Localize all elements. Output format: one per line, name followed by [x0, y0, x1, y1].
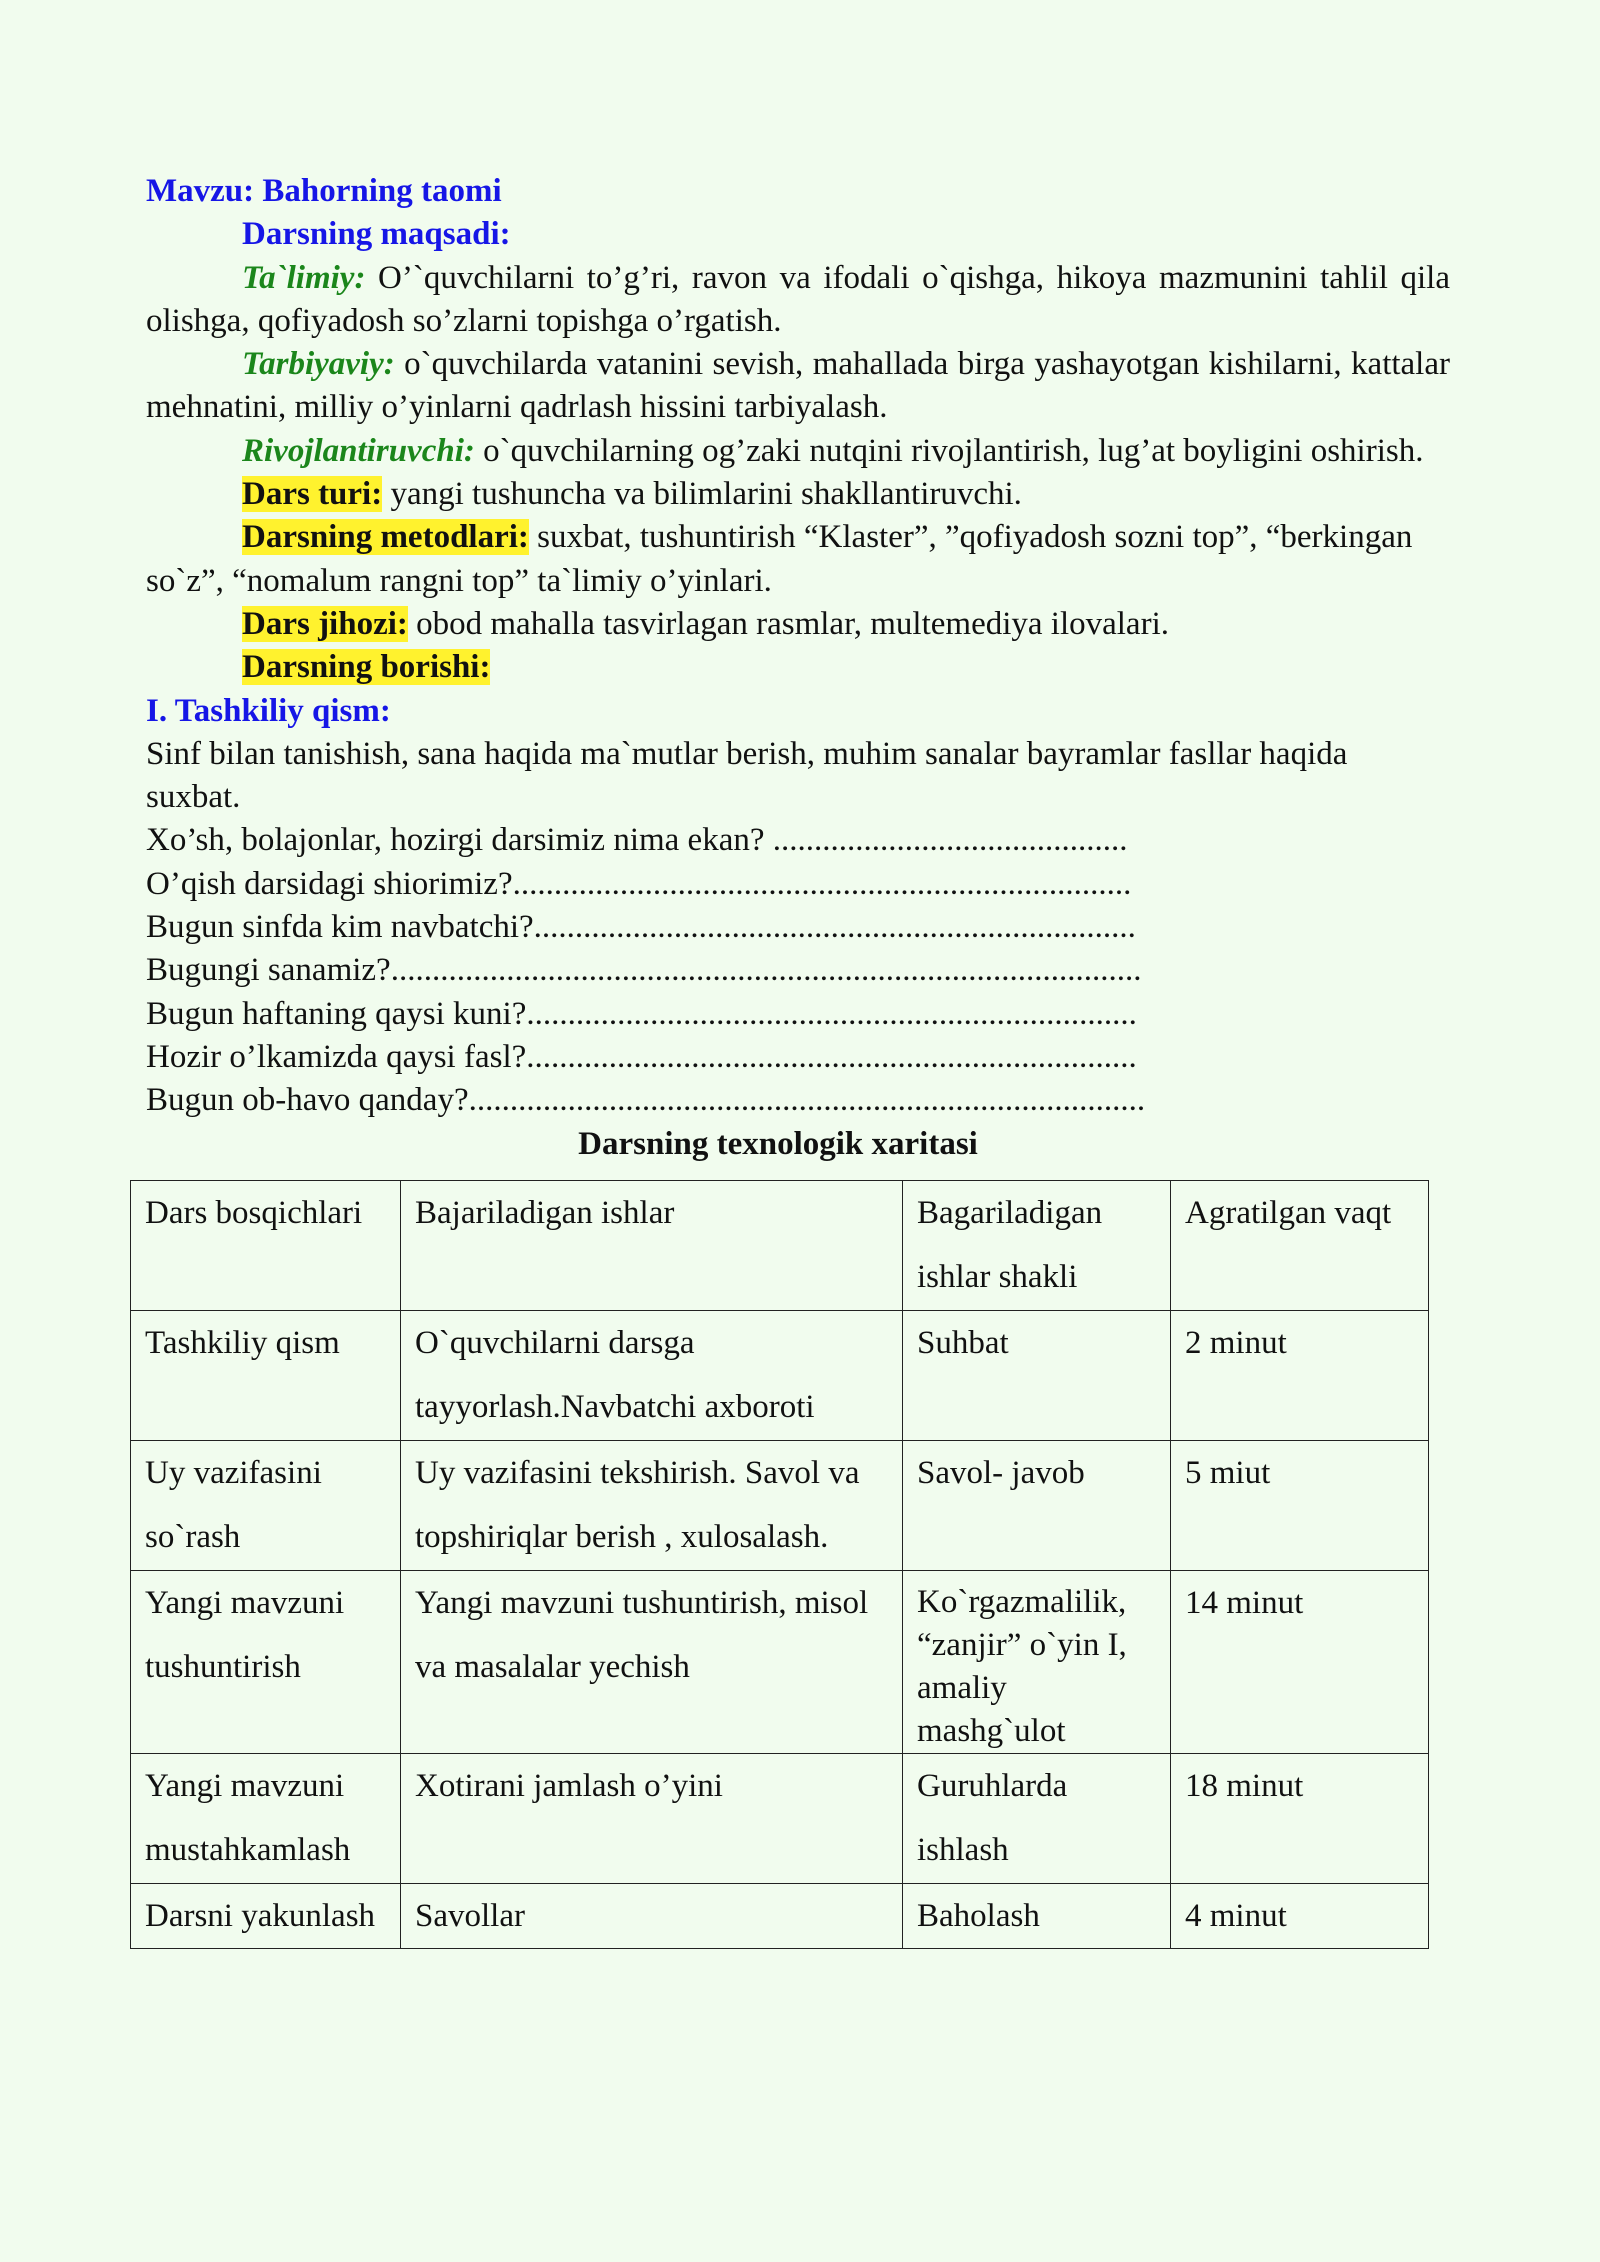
goal-label: Tarbiyaviy: [242, 346, 395, 383]
lesson-equipment-text: obod mahalla tasvirlagan rasmlar, multemediya ilovalari. [407, 605, 1169, 642]
table-cell: Ko`rgazmalilik, “zanjir” o`yin I, amaliy mashg`ulot [903, 1570, 1171, 1753]
table-title: Darsning texnologik xaritasi [578, 1125, 978, 1162]
question-line: Hozir o’lkamizda qaysi fasl?.......................................................................... [146, 1038, 1137, 1075]
question-line: Bugungi sanamiz?........................................................................................... [146, 952, 1142, 989]
table-cell: Yangi mavzuni tushuntirish [131, 1570, 401, 1753]
goal-developmental [146, 430, 1450, 473]
question-line: O’qish darsidagi shiorimiz?........................................................................... [146, 865, 1132, 902]
table-cell: Savollar [401, 1883, 903, 1949]
table-row [131, 1883, 1429, 1949]
goal-upbringing [146, 343, 1450, 430]
table-cell: Yangi mavzuni tushuntirish, misol va masalalar yechish [401, 1570, 903, 1753]
table-cell: Baholash [903, 1883, 1171, 1949]
question-line: Bugun sinfda kim navbatchi?......................................................................... [146, 909, 1136, 946]
table-row [131, 1753, 1429, 1883]
goal-label: Ta`limiy: [242, 259, 366, 296]
table-cell: Guruhlarda ishlash [903, 1753, 1171, 1883]
table-row [131, 1310, 1429, 1440]
table-cell: Suhbat [903, 1310, 1171, 1440]
table-cell: Yangi mavzuni mustahkamlash [131, 1753, 401, 1883]
table-cell: 18 minut [1171, 1753, 1429, 1883]
goal-text: o`quvchilarning og’zaki nutqini rivojlantirish, lug’at boyligini oshirish. [474, 432, 1424, 469]
question-line: Bugun ob-havo qanday?.................................................................................. [146, 1082, 1146, 1119]
question-line: Bugun haftaning qaysi kuni?.......................................................................... [146, 995, 1137, 1032]
table-header-cell: Agratilgan vaqt [1171, 1180, 1429, 1310]
lesson-equipment [146, 603, 1450, 646]
lesson-methods [146, 516, 1450, 603]
topic-title: Mavzu: Bahorning taomi [146, 173, 502, 209]
lesson-type-label: Dars turi: [242, 476, 383, 513]
goal-educational [146, 257, 1450, 344]
table-header-row [131, 1180, 1429, 1310]
table-cell: Darsni yakunlash [131, 1883, 401, 1949]
progress-heading: Darsning borishi: [242, 649, 491, 686]
lesson-equipment-label: Dars jihozi: [242, 605, 408, 642]
lesson-methods-text: suxbat, tushuntirish “Klaster”, ”qofiyadosh sozni top”, “berkingan so`z”, “nomalum rangni top” ta`limiy o’yinlari. [146, 519, 1413, 599]
goal-heading: Darsning maqsadi: [242, 216, 511, 253]
goal-label: Rivojlantiruvchi: [242, 432, 475, 469]
table-cell: 2 minut [1171, 1310, 1429, 1440]
goal-text: O’`quvchilarni to’g’ri, ravon va ifodali o`qishga, hikoya mazmunini tahlil qila olishga, qofiyadosh so’zlarni topishga o’rgatish. [146, 259, 1450, 339]
table-header-cell: Dars bosqichlari [131, 1180, 401, 1310]
table-cell: Savol- javob [903, 1440, 1171, 1570]
table-row [131, 1570, 1429, 1753]
table-cell: 5 miut [1171, 1440, 1429, 1570]
table-cell: Uy vazifasini tekshirish. Savol va topshiriqlar berish , xulosalash. [401, 1440, 903, 1570]
table-cell: O`quvchilarni darsga tayyorlash.Navbatchi axboroti [401, 1310, 903, 1440]
table-row [131, 1440, 1429, 1570]
table-cell: Tashkiliy qism [131, 1310, 401, 1440]
table-cell: 4 minut [1171, 1883, 1429, 1949]
goal-text: o`quvchilarda vatanini sevish, mahallada birga yashayotgan kishilarni, kattalar mehnatini, milliy o’yinlarni qadrlash hissini tarbiyalash. [146, 346, 1450, 426]
question-line: Xo’sh, bolajonlar, hozirgi darsimiz nima ekan? ........................................... [146, 822, 1128, 859]
section1-text: Sinf bilan tanishish, sana haqida ma`mutlar berish, muhim sanalar bayramlar fasllar haqida suxbat. [146, 735, 1348, 816]
lesson-type [146, 473, 1450, 516]
table-cell: Uy vazifasini so`rash [131, 1440, 401, 1570]
table-cell: Xotirani jamlash o’yini [401, 1753, 903, 1883]
progress-heading-line [146, 646, 1450, 689]
lesson-type-text: yangi tushuncha va bilimlarini shakllantiruvchi. [382, 476, 1022, 513]
table-cell: 14 minut [1171, 1570, 1429, 1753]
section1-heading: I. Tashkiliy qism: [146, 692, 391, 729]
table-header-cell: Bagariladigan ishlar shakli [903, 1180, 1171, 1310]
lesson-methods-label: Darsning metodlari: [242, 519, 529, 556]
table-header-cell: Bajariladigan ishlar [401, 1180, 903, 1310]
technology-map-table [130, 1180, 1429, 1950]
